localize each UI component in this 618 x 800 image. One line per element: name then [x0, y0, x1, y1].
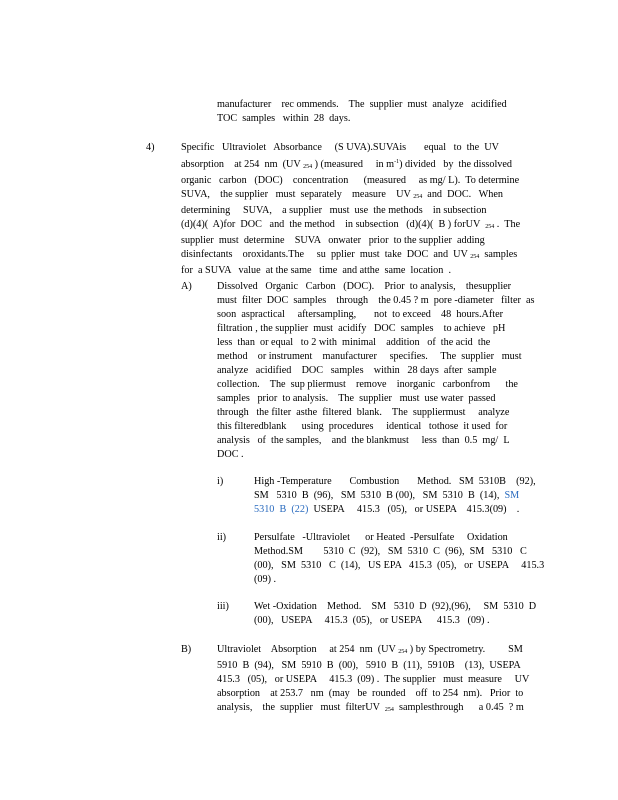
- text-line: collection. The sup pliermust remove inorganic carbonfrom the: [217, 379, 518, 390]
- item-4-label: 4): [146, 142, 155, 153]
- text-line: Wet -Oxidation Method. SM 5310 D (92),(96), SM 5310 D: [254, 601, 537, 612]
- item-4-paragraph: [181, 141, 531, 278]
- item-ii-label: ii): [217, 532, 227, 543]
- item-i-paragraph: [254, 475, 544, 517]
- text-line: TOC samples within 28 days.: [217, 113, 351, 124]
- text-line: Persulfate -Ultraviolet or Heated -Persulfate Oxidation: [254, 532, 508, 543]
- text-line: 5910 B (94), SM 5910 B (00), 5910 B (11), 5910B (13), USEPA: [217, 660, 521, 671]
- text-line: determining SUVA, a supplier must use the methods in subsection: [181, 205, 487, 216]
- item-iii-paragraph: [254, 600, 544, 628]
- reference-link[interactable]: SM: [504, 490, 520, 501]
- text-line: Method.SM 5310 C (92), SM 5310 C (96), SM 5310 C: [254, 546, 527, 557]
- text-line: analysis, the supplier must filterUV 254 samplesthrough a 0.45 ? m: [217, 702, 524, 713]
- text-line: DOC .: [217, 449, 244, 460]
- item-a-label: A): [181, 281, 192, 292]
- text-line: method or instrument manufacturer specifies. The supplier must: [217, 351, 522, 362]
- text-line: (00), SM 5310 C (14), US EPA 415.3 (05), or USEPA 415.3: [254, 560, 545, 571]
- text-line: SM 5310 B (96), SM 5310 B (00), SM 5310 B (14), SM: [254, 490, 520, 501]
- text-line: manufacturer rec ommends. The supplier must analyze acidified: [217, 99, 507, 110]
- text-line: 415.3 (05), or USEPA 415.3 (09) . The supplier must measure UV: [217, 674, 530, 685]
- text-line: absorption at 254 nm (UV 254 ) (measured in $m^{-1}$) divided by the dissolved: [181, 159, 513, 170]
- text-line: 5310 B (22) USEPA 415.3 (05), or USEPA 415.3(09) .: [254, 504, 520, 515]
- text-line: for a SUVA value at the same time and atthe same location .: [181, 265, 451, 276]
- text-line: Dissolved Organic Carbon (DOC). Prior to analysis, thesupplier: [217, 281, 512, 292]
- text-line: disinfectants oroxidants.The su pplier must take DOC and UV 254 samples: [181, 249, 518, 260]
- text-line: supplier must determine SUVA onwater prior to the supplier adding: [181, 235, 485, 246]
- text-line: analysis of the samples, and the blankmust less than 0.5 mg/ L: [217, 435, 510, 446]
- text-line: soon aspractical aftersampling, not to exceed 48 hours.After: [217, 309, 504, 320]
- text-line: less than or equal to 2 with minimal addition of the acid the: [217, 337, 491, 348]
- text-line: High -Temperature Combustion Method. SM 5310B (92),: [254, 476, 536, 487]
- text-line: (00), USEPA 415.3 (05), or USEPA 415.3 (09) .: [254, 615, 490, 626]
- item-b-paragraph: [217, 643, 537, 717]
- text-line: organic carbon (DOC) concentration (measured as mg/ L). To determine: [181, 175, 520, 186]
- text-line: must filter DOC samples through the 0.45 ? m pore -diameter filter as: [217, 295, 535, 306]
- text-line: absorption at 253.7 nm (may be rounded off to 254 nm). Prior to: [217, 688, 524, 699]
- text-line: analyze acidified DOC samples within 28 days after sample: [217, 365, 497, 376]
- item-b-label: B): [181, 644, 192, 655]
- item-i-label: i): [217, 476, 224, 487]
- text-line: (09) .: [254, 574, 277, 585]
- text-line: SUVA, the supplier must separately measure UV 254 and DOC. When: [181, 189, 503, 200]
- text-line: Specific Ultraviolet Absorbance (S UVA).SUVAis equal to the UV: [181, 142, 499, 153]
- text-line: samples prior to analysis. The supplier must use water passed: [217, 393, 496, 404]
- item-iii-label: iii): [217, 601, 229, 612]
- text-line: through the filter asthe filtered blank. The suppliermust analyze: [217, 407, 510, 418]
- text-line: filtration , the supplier must acidify DOC samples to achieve pH: [217, 323, 506, 334]
- reference-link[interactable]: 5310 B (22): [254, 504, 309, 515]
- text-line: Ultraviolet Absorption at 254 nm (UV 254 ) by Spectrometry. SM: [217, 644, 523, 655]
- text-line: (d)(4)( A)for DOC and the method in subsection (d)(4)( B ) forUV 254 . The: [181, 219, 521, 230]
- item-ii-paragraph: [254, 531, 544, 587]
- text-line: this filteredblank using procedures identical tothose it used for: [217, 421, 508, 432]
- item-a-paragraph: [217, 280, 547, 462]
- continuation-paragraph: [217, 98, 527, 126]
